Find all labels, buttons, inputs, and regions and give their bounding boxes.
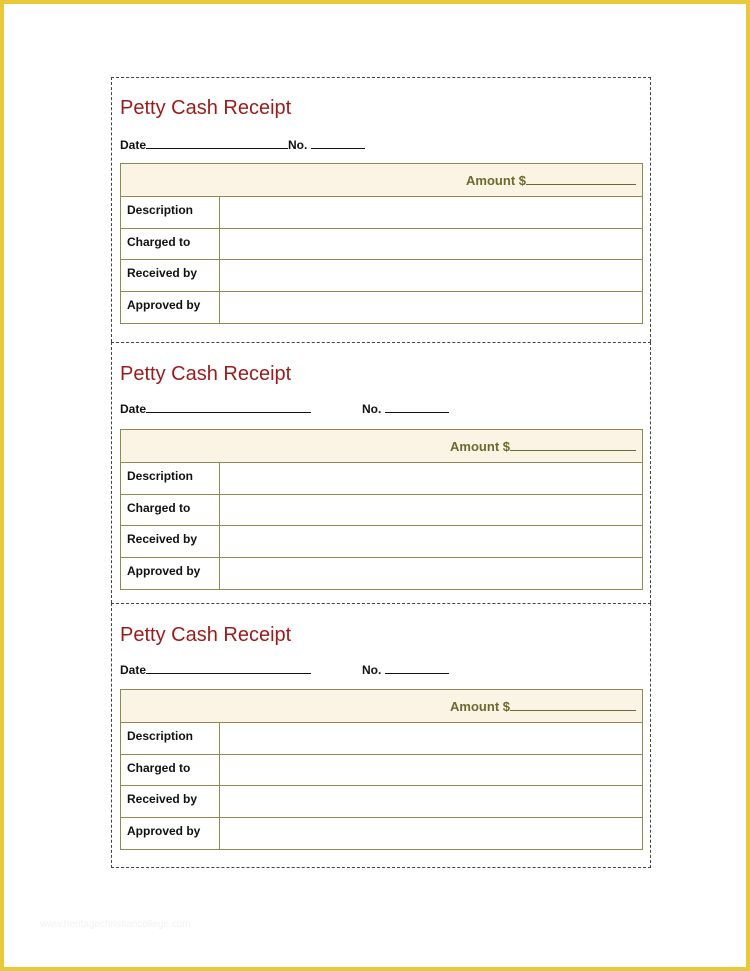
no-label: No. (288, 138, 308, 152)
receipt-table (120, 163, 643, 324)
table-row (121, 755, 642, 787)
received-by-field[interactable] (220, 526, 642, 557)
amount (450, 439, 636, 454)
table-row (121, 558, 642, 590)
row-label: Charged to (121, 229, 220, 260)
date-field[interactable] (146, 663, 311, 674)
no-field[interactable] (311, 138, 365, 149)
charged-to-field[interactable] (220, 755, 642, 786)
description-field[interactable] (220, 197, 642, 228)
row-label: Received by (121, 260, 220, 291)
date-label: Date (120, 138, 147, 152)
amount-label: Amount $ (450, 439, 510, 454)
receipt-title: Petty Cash Receipt (120, 363, 292, 385)
row-label: Description (121, 463, 220, 494)
amount-field[interactable] (510, 440, 636, 451)
date-label: Date (120, 663, 147, 677)
no-label: No. (362, 663, 382, 677)
receipt-2 (111, 342, 651, 603)
approved-by-field[interactable] (220, 818, 642, 850)
row-label: Charged to (121, 755, 220, 786)
amount-field[interactable] (526, 174, 636, 185)
row-label: Approved by (121, 292, 220, 324)
approved-by-field[interactable] (220, 292, 642, 324)
no-field[interactable] (385, 402, 449, 413)
row-label: Approved by (121, 558, 220, 590)
table-row (121, 229, 642, 261)
received-by-field[interactable] (220, 786, 642, 817)
receipt-3 (111, 603, 651, 868)
row-label: Approved by (121, 818, 220, 850)
row-label: Received by (121, 786, 220, 817)
receipt-1 (111, 77, 651, 342)
table-row (121, 526, 642, 558)
receipt-title: Petty Cash Receipt (120, 624, 292, 646)
date-no-line (120, 138, 365, 152)
receipt-table (120, 429, 643, 590)
table-row (121, 786, 642, 818)
date-field[interactable] (146, 402, 311, 413)
received-by-field[interactable] (220, 260, 642, 291)
watermark: www.heritagechristiancollege.com (40, 919, 191, 930)
date-label: Date (120, 402, 147, 416)
amount-row (121, 430, 642, 463)
table-row (121, 495, 642, 527)
date-no-line (120, 663, 382, 677)
row-label: Description (121, 197, 220, 228)
amount-label: Amount $ (466, 173, 526, 188)
table-row (121, 260, 642, 292)
charged-to-field[interactable] (220, 229, 642, 260)
amount-row (121, 164, 642, 197)
table-row (121, 463, 642, 495)
row-label: Description (121, 723, 220, 754)
amount-row (121, 690, 642, 723)
amount (466, 173, 636, 188)
table-row (121, 818, 642, 850)
table-row (121, 723, 642, 755)
date-field[interactable] (146, 138, 288, 149)
table-row (121, 292, 642, 324)
date-no-line (120, 402, 382, 416)
row-label: Charged to (121, 495, 220, 526)
amount-field[interactable] (510, 700, 636, 711)
approved-by-field[interactable] (220, 558, 642, 590)
charged-to-field[interactable] (220, 495, 642, 526)
description-field[interactable] (220, 463, 642, 494)
amount (450, 699, 636, 714)
description-field[interactable] (220, 723, 642, 754)
receipt-title: Petty Cash Receipt (120, 97, 292, 119)
row-label: Received by (121, 526, 220, 557)
receipt-table (120, 689, 643, 850)
amount-label: Amount $ (450, 699, 510, 714)
no-field[interactable] (385, 663, 449, 674)
no-label: No. (362, 402, 382, 416)
table-row (121, 197, 642, 229)
